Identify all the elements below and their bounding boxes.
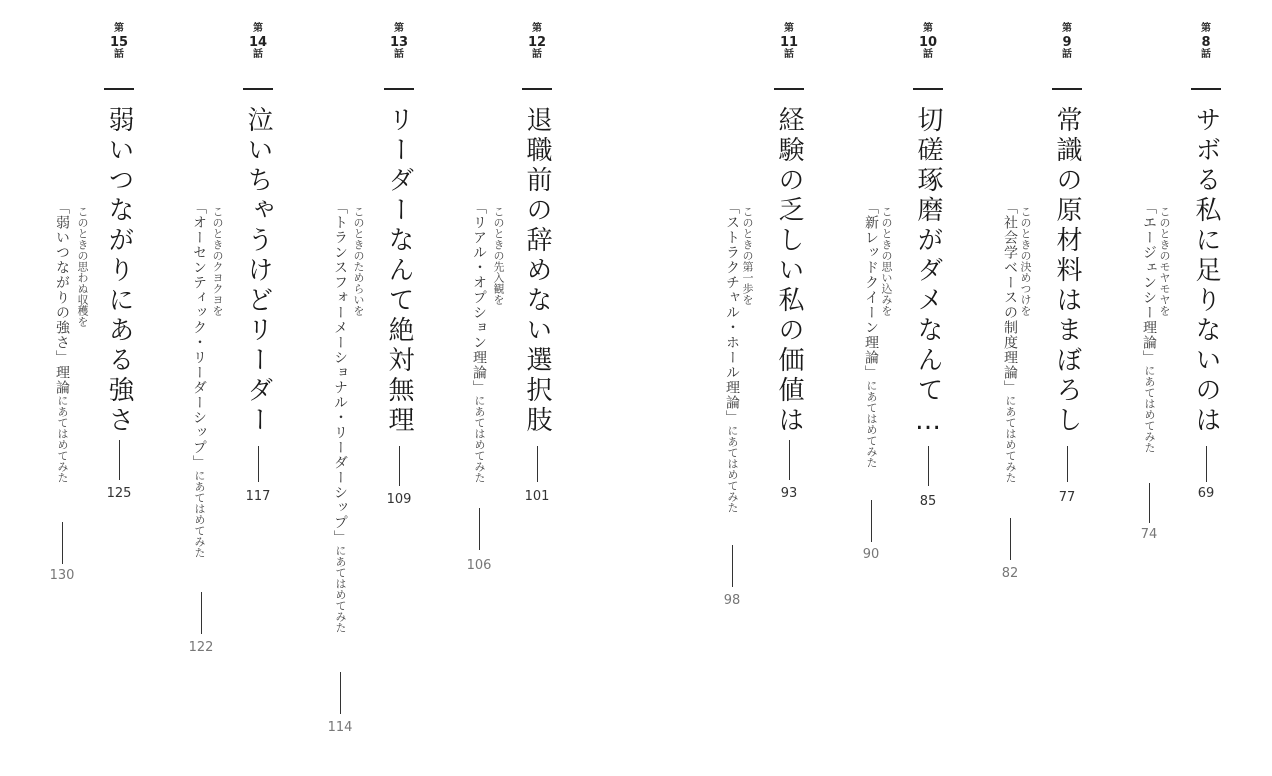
leader-line	[201, 592, 202, 634]
chapter-11	[723, 0, 853, 776]
chapter-number-badge: 第 11 話	[779, 23, 799, 60]
leader-line	[732, 545, 733, 587]
subsection-lead: このときの先入観を	[492, 206, 505, 305]
subsection-lead: このときのモヤモヤを	[1158, 206, 1171, 316]
subsection-page-number: 98	[723, 593, 741, 608]
leader-line	[258, 446, 259, 482]
page-number: 101	[524, 489, 550, 504]
page-number: 77	[1058, 490, 1076, 505]
subsection-page-number: 82	[1001, 566, 1019, 581]
leader-line	[479, 508, 480, 550]
page-number: 117	[245, 489, 271, 504]
leader-line	[928, 446, 929, 486]
subsection-title[interactable]: 「トランスフォーメーショナル・リーダーシップ」にあてはめてみた	[332, 200, 348, 633]
chapter-13	[327, 0, 461, 776]
chapter-title[interactable]: リーダーなんて絶対無理	[384, 106, 414, 436]
leader-line	[340, 672, 341, 714]
subsection-page-number: 74	[1140, 527, 1158, 542]
heading-rule	[522, 88, 552, 90]
chapter-number-badge: 第 8 話	[1201, 23, 1211, 60]
page-number: 85	[919, 494, 937, 509]
subsection-title[interactable]: 「ストラクチャル・ホール理論」にあてはめてみた	[724, 200, 740, 513]
subsection-lead: このときの第一歩を	[741, 206, 754, 305]
heading-rule	[243, 88, 273, 90]
chapter-number-badge: 第 9 話	[1062, 23, 1072, 60]
subsection-lead: このときの思い込みを	[880, 206, 893, 316]
leader-line	[1206, 446, 1207, 482]
heading-rule	[913, 88, 943, 90]
subsection-lead: このときのクヨクヨを	[211, 206, 224, 316]
page-number: 109	[386, 492, 412, 507]
subsection-page-number: 106	[466, 558, 492, 573]
chapter-number-badge: 第 12 話	[527, 23, 547, 60]
chapter-number-badge: 第 15 話	[109, 23, 129, 60]
chapter-title[interactable]: 弱いつながりにある強さ	[104, 106, 134, 436]
chapter-title[interactable]: 退職前の辞めない選択肢	[522, 106, 552, 436]
heading-rule	[384, 88, 414, 90]
subsection-lead: このときの思わぬ収穫を	[76, 206, 89, 327]
heading-rule	[104, 88, 134, 90]
chapter-title[interactable]: 経験の乏しい私の価値は	[774, 106, 804, 436]
heading-rule	[774, 88, 804, 90]
chapter-title[interactable]: 切磋琢磨がダメなんて…	[913, 106, 943, 440]
leader-line	[1010, 518, 1011, 560]
chapter-number-badge: 第 13 話	[389, 23, 409, 60]
leader-line	[62, 522, 63, 564]
leader-line	[871, 500, 872, 542]
leader-line	[399, 446, 400, 486]
chapter-8	[1140, 0, 1270, 776]
leader-line	[1149, 483, 1150, 523]
leader-line	[1067, 446, 1068, 482]
subsection-lead: このときのためらいを	[352, 206, 365, 316]
subsection-title[interactable]: 「社会学ベースの制度理論」にあてはめてみた	[1002, 200, 1018, 483]
leader-line	[119, 440, 120, 480]
subsection-title[interactable]: 「新レッドクイーン理論」にあてはめてみた	[863, 200, 879, 468]
chapter-title[interactable]: 泣いちゃうけどリーダー	[243, 106, 273, 436]
chapter-9	[1001, 0, 1131, 776]
leader-line	[537, 446, 538, 482]
subsection-lead: このときの決めつけを	[1019, 206, 1032, 316]
page-number: 125	[106, 486, 132, 501]
chapter-number-badge: 第 10 話	[918, 23, 938, 60]
chapter-number-badge: 第 14 話	[248, 23, 268, 60]
subsection-title[interactable]: 「弱いつながりの強さ」理論にあてはめてみた	[54, 200, 70, 483]
chapter-10	[862, 0, 992, 776]
heading-rule	[1052, 88, 1082, 90]
subsection-title[interactable]: 「リアル・オプション理論」にあてはめてみた	[471, 200, 487, 483]
subsection-title[interactable]: 「オーセンティック・リーダーシップ」にあてはめてみた	[191, 200, 207, 558]
subsection-page-number: 130	[49, 568, 75, 583]
subsection-page-number: 114	[327, 720, 353, 735]
chapter-title[interactable]: サボる私に足りないのは	[1191, 106, 1221, 436]
chapter-title[interactable]: 常識の原材料はまぼろし	[1052, 106, 1082, 436]
subsection-title[interactable]: 「エージェンシー理論」にあてはめてみた	[1141, 200, 1157, 453]
chapter-12	[466, 0, 600, 776]
subsection-page-number: 90	[862, 547, 880, 562]
page-number: 93	[780, 486, 798, 501]
chapter-14	[190, 0, 320, 776]
leader-line	[789, 440, 790, 480]
chapter-15	[51, 0, 181, 776]
heading-rule	[1191, 88, 1221, 90]
page-number: 69	[1197, 486, 1215, 501]
subsection-page-number: 122	[188, 640, 214, 655]
